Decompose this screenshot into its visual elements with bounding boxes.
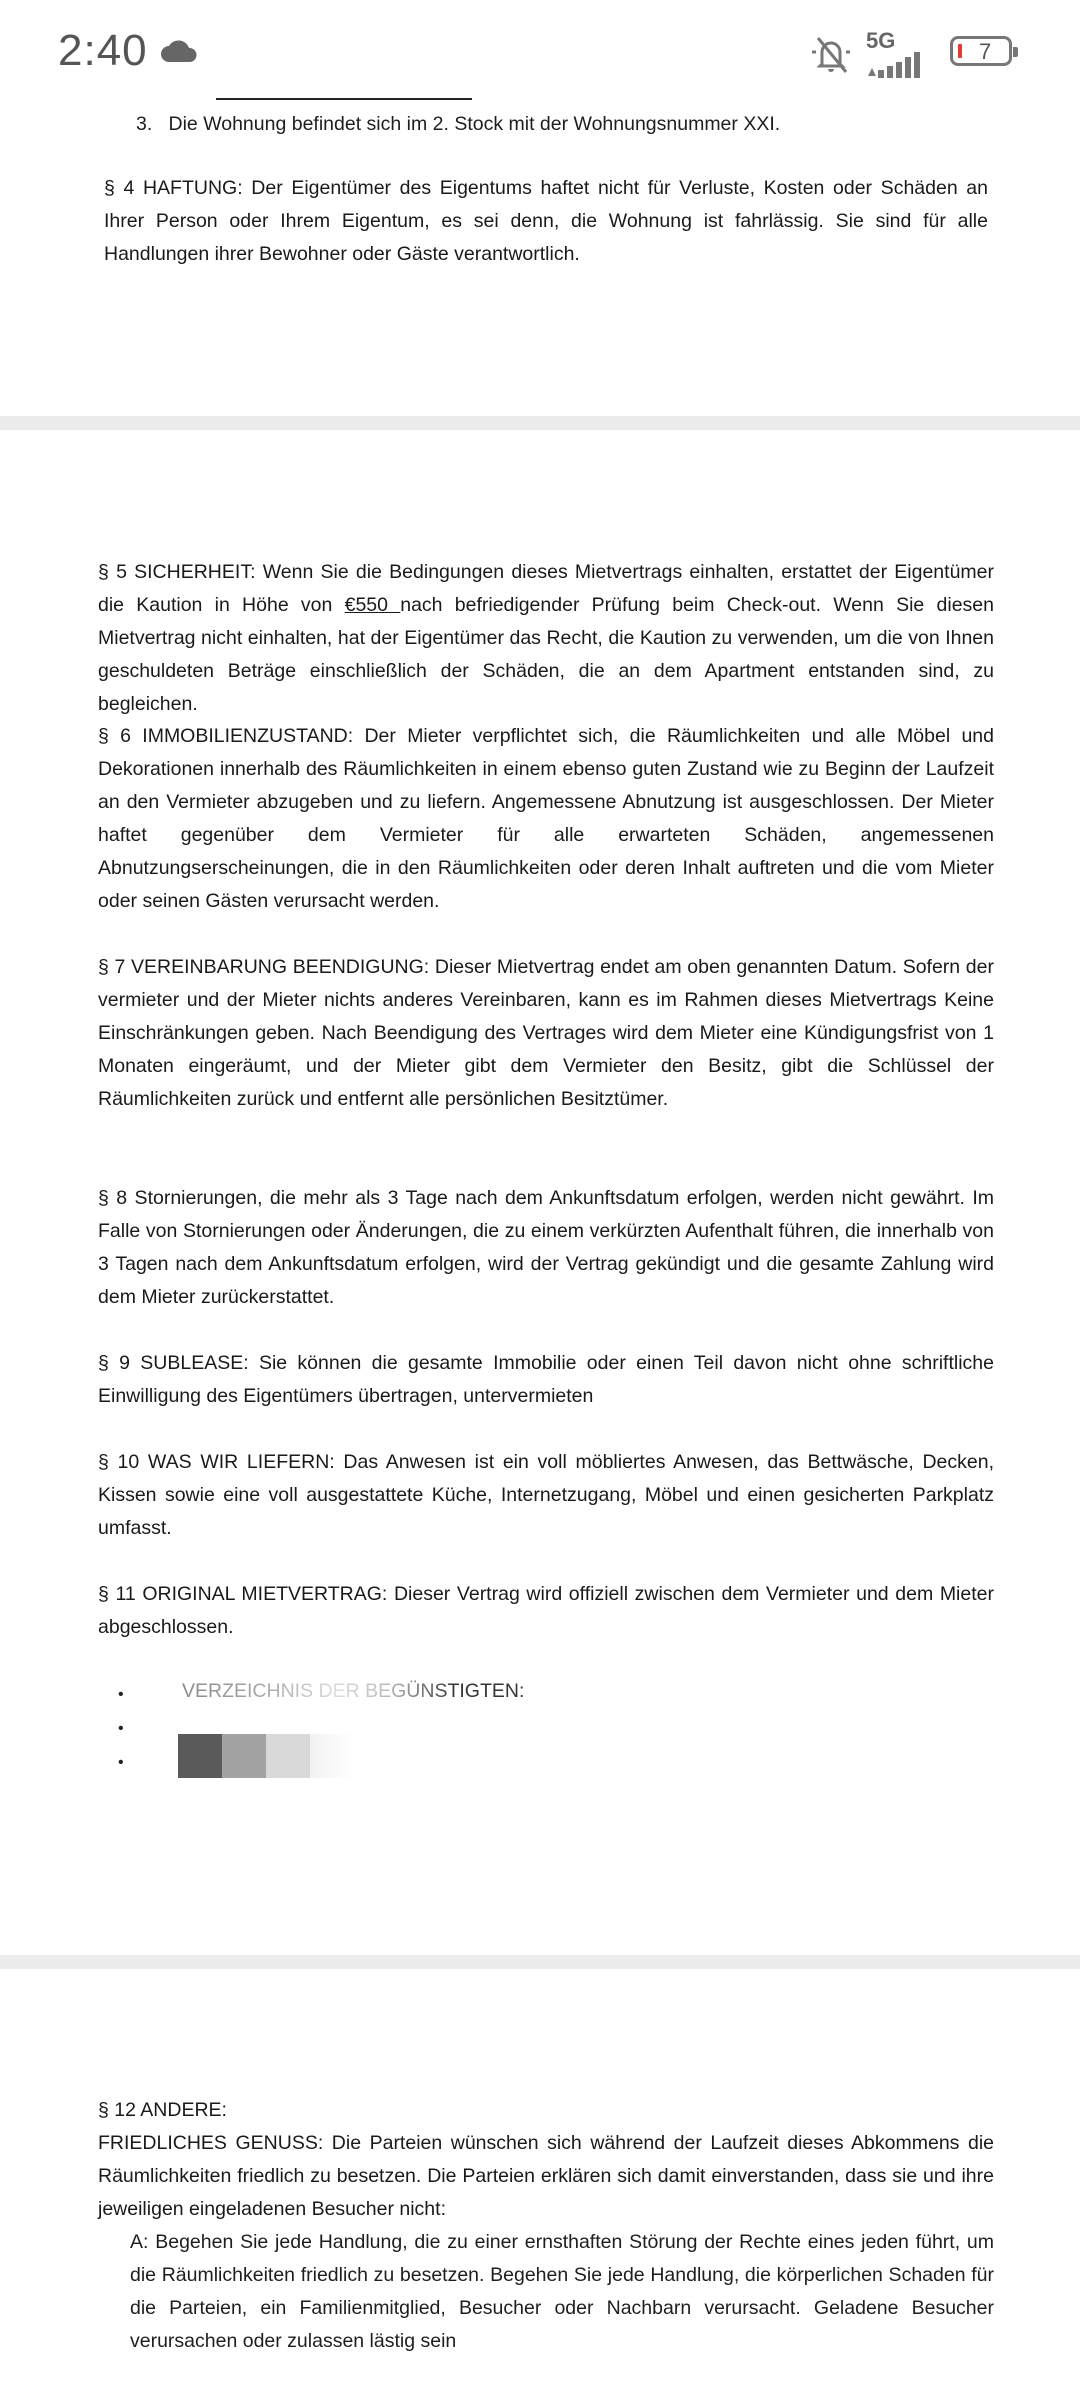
section-12-body: FRIEDLICHES GENUSS: Die Parteien wünschen sich während der Laufzeit dieses Abkommens die Räumlichkeiten friedlich zu besetzen. Die Parteien erklären sich damit einverstanden, dass sie und ihre jeweiligen eingeladenen Besucher nicht: bbox=[98, 2132, 994, 2220]
redacted-block bbox=[266, 1734, 310, 1778]
redacted-block bbox=[178, 1734, 222, 1778]
section-9: § 9 SUBLEASE: Sie können die gesamte Immobilie oder einen Teil davon nicht ohne schriftliche Einwilligung des Eigentümers übertragen, untervermieten bbox=[98, 1352, 994, 1407]
section-8: § 8 Stornierungen, die mehr als 3 Tage nach dem Ankunftsdatum erfolgen, werden nicht gewährt. Im Falle von Stornierungen oder Änderungen, die zu einem verkürzten Aufenthalt führen, die innerhalb von 3 Tagen nach dem Ankunftsdatum erfolgen, wird der Vertrag gekündigt und die gesamte Zahlung wird dem Mieter zurückerstattet. bbox=[98, 1187, 994, 1308]
section-12-a: A: Begehen Sie jede Handlung, die zu einer ernsthaften Störung der Rechte eines jeden führt, um die Räumlichkeiten friedlich zu besetzen. Begehen Sie jede Handlung, die körperlichen Schaden für die Parteien, ein Familienmitglied, Besucher oder Nachbarn verursacht. Geladene Besucher verursachen oder zulassen lästig sein bbox=[130, 2231, 994, 2352]
status-bar bbox=[0, 0, 1080, 100]
cloud-icon bbox=[160, 40, 198, 69]
redacted-block bbox=[310, 1734, 354, 1778]
section-5-text-a: § 5 SICHERHEIT: Wenn Sie die Bedingungen dieses Mietvertrags einhalten, erstattet der Eigentümer die Kaution in Höhe von bbox=[98, 561, 994, 616]
section-7: § 7 VEREINBARUNG BEENDIGUNG: Dieser Mietvertrag endet am oben genannten Datum. Sofern der vermieter und der Mieter nichts anderes Vereinbaren, kann es im Rahmen dieses Mietvertrags Keine Einschränkungen geben. Nach Beendigung des Vertrages wird dem Mieter eine Kündigungsfrist von 1 Monaten eingeräumt, und der Mieter gibt dem Vermieter den Besitz, gibt die Schlüssel der Räumlichkeiten zurück und entfernt alle persönlichen Besitztümer. bbox=[98, 956, 994, 1110]
section-4: § 4 HAFTUNG: Der Eigentümer des Eigentums haftet nicht für Verluste, Kosten oder Schäden an Ihrer Person oder Ihrem Eigentum, es sei denn, die Wohnung ist fahrlässig. Sie sind für alle Handlungen ihrer Bewohner oder Gäste verantwortlich. bbox=[104, 177, 988, 265]
section-11: § 11 ORIGINAL MIETVERTRAG: Dieser Vertrag wird offiziell zwischen dem Vermieter und dem Mieter abgeschlossen. bbox=[98, 1583, 994, 1638]
mute-icon bbox=[808, 34, 854, 79]
section-6: § 6 IMMOBILIENZUSTAND: Der Mieter verpflichtet sich, die Räumlichkeiten und alle Möbel und Dekorationen innerhalb des Räumlichkeiten in einem ebenso guten Zustand wie zu Beginn der Laufzeit an den Vermieter abzugeben und zu liefern. Angemessene Abnutzung ist ausgeschlossen. Der Mieter haftet gegenüber dem Vermieter für alle erwarteten Schäden, angemessenen Abnutzungserscheinungen, die in den Räumlichkeiten oder deren Inhalt auftreten und die vom Mieter oder seinen Gästen verursacht werden. bbox=[98, 725, 994, 912]
section-5 bbox=[98, 556, 994, 721]
network-type: 5G bbox=[866, 28, 896, 53]
deposit-amount: €550 bbox=[344, 594, 401, 616]
page-separator bbox=[0, 416, 1080, 430]
section-12-title: § 12 ANDERE: bbox=[98, 2099, 227, 2121]
bullet: • bbox=[118, 1720, 124, 1737]
bullet: • bbox=[118, 1686, 124, 1703]
signal-icon bbox=[866, 52, 938, 85]
redacted-block bbox=[222, 1734, 266, 1778]
section-10: § 10 WAS WIR LIEFERN: Das Anwesen ist ein voll möbliertes Anwesen, das Bettwäsche, Decken, Kissen sowie eine voll ausgestattete Küche, Internetzugang, Möbel und einen gesicherten Parkplatz umfasst. bbox=[98, 1451, 994, 1539]
section-5-text-b: nach befriedigender Prüfung beim Check-out. Wenn Sie diesen Mietvertrag nicht einhalten, hat der Eigentümer das Recht, die Kaution zu verwenden, um die von Ihnen geschuldeten Beträge einschließlich der Schäden, die an dem Apartment entstanden sind, zu begleichen. bbox=[98, 594, 994, 715]
item-3: 3. Die Wohnung befindet sich im 2. Stock mit der Wohnungsnummer XXI. bbox=[136, 113, 781, 135]
clock: 2:40 bbox=[58, 26, 148, 75]
status-icons bbox=[808, 28, 1024, 84]
page-separator bbox=[0, 1955, 1080, 1969]
battery-icon bbox=[950, 36, 1012, 66]
bullet: • bbox=[118, 1754, 124, 1771]
beneficiaries-heading: VERZEICHNIS DER BEGÜNSTIGTEN: bbox=[182, 1680, 525, 1702]
battery-level: 7 bbox=[979, 39, 992, 64]
signature-line bbox=[216, 98, 472, 100]
